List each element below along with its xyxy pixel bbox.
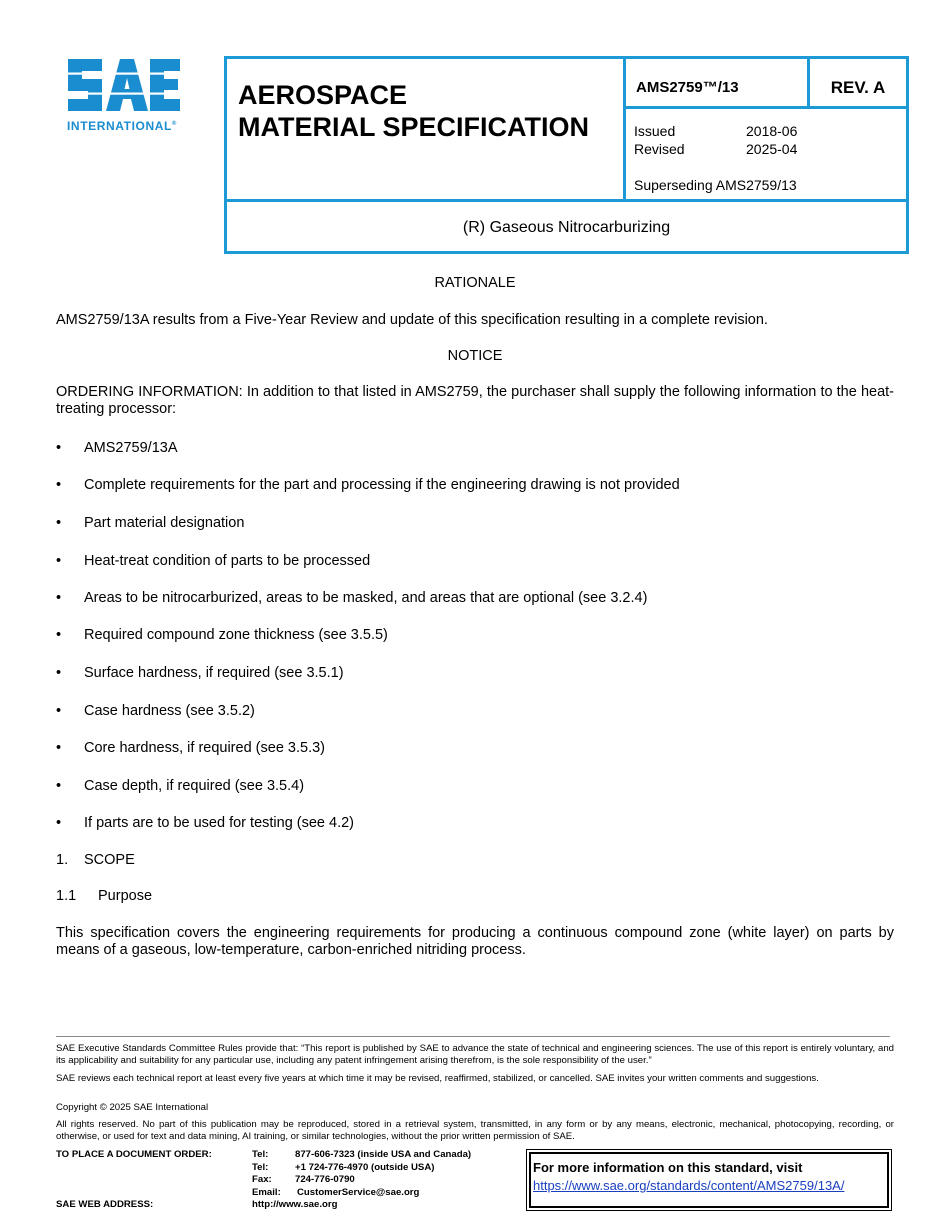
fax-value: 724-776-0790: [295, 1174, 355, 1185]
standard-url-link[interactable]: https://www.sae.org/standards/content/AMS2759/13A/: [533, 1178, 845, 1193]
footer-rights-text: All rights reserved. No part of this publication may be reproduced, stored in a retrieval system, transmitted, in any form or by any means, electronic, mechanical, photocopying, recording, or otherwise, or used for text and data mining, AI training, or similar technologies, without the prior written permission of SAE.: [56, 1119, 894, 1142]
tel2-label: Tel:: [252, 1162, 269, 1173]
list-item: • Part material designation: [56, 515, 245, 531]
revised-label: Revised: [634, 141, 685, 157]
spec-number-box: [623, 56, 810, 109]
notice-heading: NOTICE: [447, 348, 503, 364]
list-item: • If parts are to be used for testing (see 4.2): [56, 815, 355, 831]
footer-divider: [56, 1036, 890, 1037]
purpose-text: This specification covers the engineering requirements for producing a continuous compound zone (white layer) on parts by means of a gaseous, low-temperature, carbon-enriched nitriding process.: [56, 925, 894, 958]
email-link[interactable]: CustomerService@sae.org: [297, 1187, 420, 1198]
email-label: Email:: [252, 1187, 281, 1198]
web-address-link[interactable]: http://www.sae.org: [252, 1199, 338, 1210]
list-item: • Required compound zone thickness (see 3.5.5): [56, 627, 388, 643]
list-item: • Case depth, if required (see 3.5.4): [56, 778, 305, 794]
more-info-heading: For more information on this standard, visit: [533, 1160, 803, 1175]
tel2-value: +1 724-776-4970 (outside USA): [295, 1162, 435, 1173]
order-label: TO PLACE A DOCUMENT ORDER:: [56, 1149, 212, 1160]
tel1-label: Tel:: [252, 1149, 269, 1160]
ordering-information-text: ORDERING INFORMATION: In addition to that listed in AMS2759, the purchaser shall supply the following information to the heat-treating processor:: [56, 384, 894, 417]
revision-box: [807, 56, 909, 109]
list-item: • Heat-treat condition of parts to be processed: [56, 553, 371, 569]
rationale-text: AMS2759/13A results from a Five-Year Review and update of this specification resulting in a complete revision.: [56, 312, 768, 328]
more-info-box: [526, 1149, 892, 1211]
tel1-value: 877-606-7323 (inside USA and Canada): [295, 1149, 472, 1160]
list-item: • Complete requirements for the part and processing if the engineering drawing is not provided: [56, 477, 680, 493]
list-item: • Case hardness (see 3.5.2): [56, 703, 255, 719]
section-title: SCOPE: [84, 852, 135, 868]
subsection-title: Purpose: [98, 888, 153, 904]
fax-label: Fax:: [252, 1174, 272, 1185]
dates-box: [623, 106, 909, 202]
document-subject: (R) Gaseous Nitrocarburizing: [462, 219, 671, 236]
list-item: • Areas to be nitrocarburized, areas to be masked, and areas that are optional (see 3.2.4): [56, 590, 648, 606]
rationale-heading: RATIONALE: [434, 275, 516, 291]
sae-logo-text: INTERNATIONAL®: [67, 119, 177, 133]
list-item: • Core hardness, if required (see 3.5.3): [56, 740, 325, 756]
issued-value: 2018-06: [746, 123, 798, 139]
revision-label: REV. A: [830, 78, 886, 97]
subsection-number: 1.1: [56, 888, 77, 904]
subject-box: [224, 199, 909, 254]
sae-logo-mark-icon: [66, 55, 182, 115]
document-type-box: [224, 56, 626, 202]
section-number: 1.: [56, 852, 69, 868]
footer-copyright: Copyright © 2025 SAE International: [56, 1102, 209, 1113]
list-item: • Surface hardness, if required (see 3.5.1): [56, 665, 344, 681]
revised-value: 2025-04: [746, 141, 798, 157]
footer-rules-text: SAE Executive Standards Committee Rules provide that: “This report is published by SAE to advance the state of technical and engineering sciences. The use of this report is entirely voluntary, and its applicability and suitability for any particular use, including any patent infringement arising therefrom, is the sole responsibility of the user.”: [56, 1043, 894, 1066]
document-type-title: AEROSPACE MATERIAL SPECIFICATION: [238, 80, 589, 142]
list-item: • AMS2759/13A: [56, 440, 178, 456]
footer-review-text: SAE reviews each technical report at least every five years at which time it may be revised, reaffirmed, stabilized, or cancelled. SAE invites your written comments and suggestions.: [56, 1073, 819, 1084]
superseding-note: Superseding AMS2759/13: [634, 177, 797, 193]
sae-logo: [66, 55, 191, 135]
spec-number: AMS2759™/13: [636, 79, 739, 96]
web-address-label: SAE WEB ADDRESS:: [56, 1199, 154, 1210]
issued-label: Issued: [634, 123, 676, 139]
